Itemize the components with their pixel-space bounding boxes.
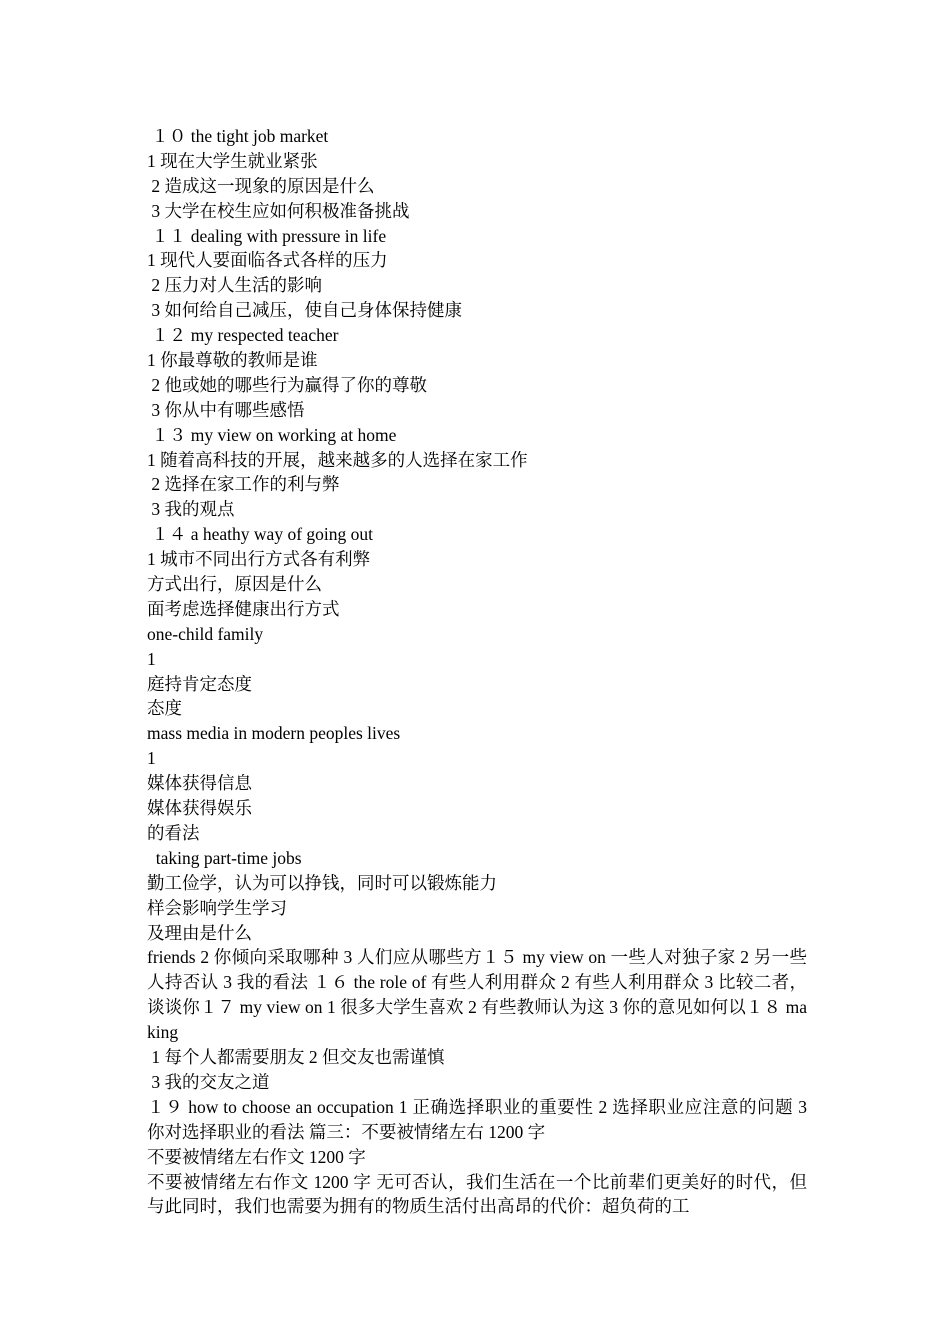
text-line: 2 造成这一现象的原因是什么 xyxy=(147,175,375,196)
text-line: 3 我的交友之道 xyxy=(147,1071,270,1092)
text-line: 1 xyxy=(147,648,156,669)
text-line: 媒体获得信息 xyxy=(147,773,252,794)
text-paragraph: １９ how to choose an occupation 1 正确选择职业的重要性 2 选择职业应注意的问题 3 你对选择职业的看法 篇三：不要被情绪左右 1200 字 xyxy=(147,1096,807,1142)
text-line: 庭持肯定态度 xyxy=(147,673,252,694)
text-line: mass media in modern peoples lives xyxy=(147,723,401,744)
text-line: 1 你最尊敬的教师是谁 xyxy=(147,350,318,371)
text-line: 2 选择在家工作的利与弊 xyxy=(147,474,340,495)
text-line: 2 他或她的哪些行为赢得了你的尊敬 xyxy=(147,374,427,395)
text-line: 1 现代人要面临各式各样的压力 xyxy=(147,250,388,271)
text-line: 及理由是什么 xyxy=(147,922,252,943)
text-line: 态度 xyxy=(147,698,182,719)
text-paragraph: 不要被情绪左右作文 1200 字 无可否认，我们生活在一个比前辈们更美好的时代，但与此同时，我们也需要为拥有的物质生活付出高昂的代价：超负荷的工 xyxy=(147,1171,807,1217)
text-line: 的看法 xyxy=(147,822,200,843)
text-line: 勤工俭学，认为可以挣钱，同时可以锻炼能力 xyxy=(147,872,497,893)
text-line: 样会影响学生学习 xyxy=(147,897,287,918)
text-line: 1 现在大学生就业紧张 xyxy=(147,150,318,171)
text-line: 3 我的观点 xyxy=(147,499,235,520)
text-line: 1 每个人都需要朋友 2 但交友也需谨慎 xyxy=(147,1047,445,1068)
text-line: １４ a heathy way of going out xyxy=(147,524,373,545)
text-line: one-child family xyxy=(147,623,264,644)
text-line: taking part-time jobs xyxy=(147,847,302,868)
text-line: １３ my view on working at home xyxy=(147,424,397,445)
text-line: 媒体获得娱乐 xyxy=(147,798,252,819)
text-line: １１ dealing with pressure in life xyxy=(147,225,387,246)
text-line: １０ the tight job market xyxy=(147,126,329,146)
text-paragraph: friends 2 你倾向采取哪种 3 人们应从哪些方１５ my view on 一些人对独子家 2 另一些人持否认 3 我的看法 １６ the role of 有些人利用群众 2 有些人利用群众 3 比较二者，谈谈你１７ my view on 1 很多大学生喜欢 2 有些教师认为这 3 你的意见如何以１８ making xyxy=(147,947,807,1043)
text-line: 方式出行，原因是什么 xyxy=(147,574,322,595)
text-line: １２ my respected teacher xyxy=(147,325,339,346)
text-line: 3 大学在校生应如何积极准备挑战 xyxy=(147,200,410,221)
text-line: 不要被情绪左右作文 1200 字 xyxy=(147,1146,366,1167)
text-line: 面考虑选择健康出行方式 xyxy=(147,598,340,619)
text-line: 1 随着高科技的开展，越来越多的人选择在家工作 xyxy=(147,449,528,470)
text-line: 3 如何给自己减压，使自己身体保持健康 xyxy=(147,300,462,321)
text-line: 2 压力对人生活的影响 xyxy=(147,275,322,296)
text-line: 1 xyxy=(147,748,156,769)
text-line: 1 城市不同出行方式各有利弊 xyxy=(147,549,371,570)
document-page xyxy=(147,124,807,1219)
text-line: 3 你从中有哪些感悟 xyxy=(147,399,305,420)
